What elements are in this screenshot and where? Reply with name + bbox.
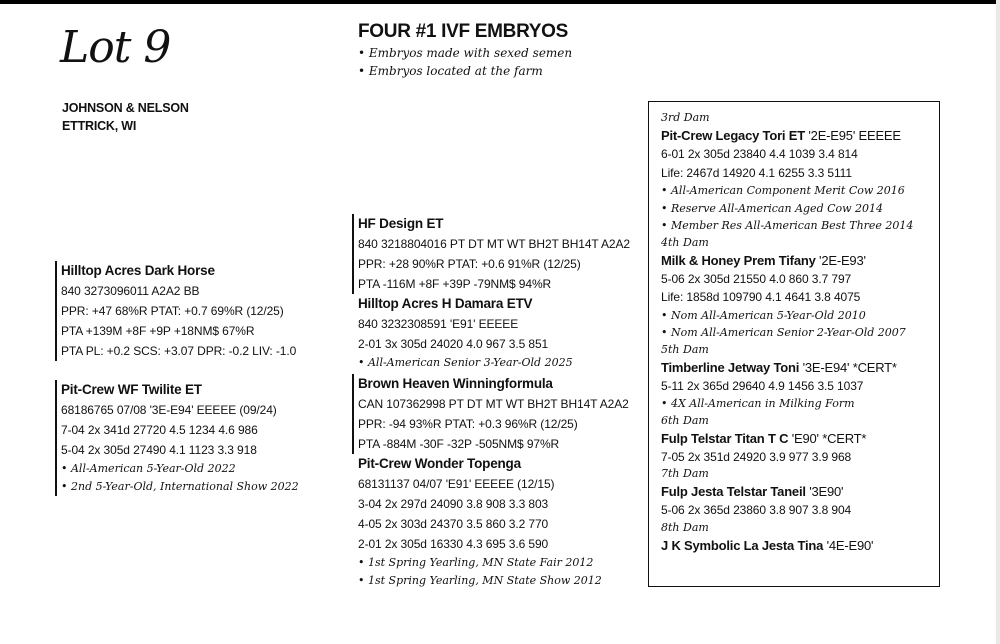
sire-of-dam-name: Brown Heaven Winningformula <box>358 376 553 391</box>
dam-entry-name-text: Timberline Jetway Toni <box>661 359 800 375</box>
consignor <box>62 99 189 135</box>
dams-box <box>648 101 940 587</box>
dam-name: Pit-Crew WF Twilite ET <box>61 382 202 397</box>
sire-of-sire-line: PPR: +28 90%R PTAT: +0.6 91%R (12/25) <box>358 257 581 271</box>
dam-entry-achievement: • All-American Component Merit Cow 2016 <box>661 184 905 197</box>
dam-entry-name-text: Fulp Jesta Telstar Taneil <box>661 484 806 499</box>
sire-of-dam-block <box>352 374 629 454</box>
dam-of-sire-achievement: • All-American Senior 3-Year-Old 2025 <box>358 356 573 369</box>
dam-entry-rating: '4E-E90' <box>823 537 874 553</box>
dam-of-sire-block <box>358 294 573 372</box>
top-border <box>0 0 1000 4</box>
sire-line: PPR: +47 68%R PTAT: +0.7 69%R (12/25) <box>61 304 284 318</box>
consignor-location: ETTRICK, WI <box>62 119 137 133</box>
dam-generation-label: 5th Dam <box>661 342 709 356</box>
sire-name: Hilltop Acres Dark Horse <box>61 263 215 278</box>
sire-block <box>55 261 296 361</box>
granddam-achievement: • 1st Spring Yearling, MN State Fair 2012 <box>358 556 594 569</box>
dam-entry-name-text: J K Symbolic La Jesta Tina <box>661 537 824 553</box>
lot-title: Lot 9 <box>60 22 171 73</box>
dam-entry-achievement: • Nom All-American Senior 2-Year-Old 2007 <box>661 326 906 339</box>
granddam-line: 3-04 2x 297d 24090 3.8 908 3.3 803 <box>358 497 549 511</box>
dam-entry-name <box>661 536 939 555</box>
dam-line: 5-04 2x 305d 27490 4.1 1123 3.3 918 <box>61 443 257 457</box>
dam-achievement: • 2nd 5-Year-Old, International Show 2022 <box>61 480 299 493</box>
dam-entry-line: Life: 2467d 14920 4.1 6255 3.3 5111 <box>661 165 852 180</box>
sire-line: PTA +139M +8F +9P +18NM$ 67%R <box>61 324 255 338</box>
sire-line: 840 3273096011 A2A2 BB <box>61 284 200 298</box>
dam-entry-name <box>661 429 939 448</box>
dam-entry-name <box>661 126 939 145</box>
dam-entry-rating: '3E-E94' *CERT* <box>799 359 897 375</box>
dam-entry-line: 6-01 2x 305d 23840 4.4 1039 3.4 814 <box>661 147 858 161</box>
dam-entry-line: 5-06 2x 365d 23860 3.8 907 3.8 904 <box>661 503 852 517</box>
dam-entry-rating: '3E90' <box>805 484 844 499</box>
granddam-line: 68131137 04/07 'E91' EEEEE (12/15) <box>358 477 555 491</box>
dam-line: 68186765 07/08 '3E-E94' EEEEE (09/24) <box>61 403 277 417</box>
dam-entry-name-text: Fulp Telstar Titan T C <box>661 430 789 446</box>
sire-line: PTA PL: +0.2 SCS: +3.07 DPR: -0.2 LIV: -1.0 <box>61 344 297 358</box>
dam-entry-name <box>661 482 939 501</box>
granddam-block <box>358 454 602 590</box>
offer-title: FOUR #1 IVF EMBRYOS <box>358 21 569 42</box>
offer-bullet: • Embryos located at the farm <box>358 64 543 78</box>
dam-of-sire-name: Hilltop Acres H Damara ETV <box>358 296 533 311</box>
sire-of-sire-line: 840 3218804016 PT DT MT WT BH2T BH14T A2A2 <box>358 237 630 251</box>
dam-achievement: • All-American 5-Year-Old 2022 <box>61 462 236 475</box>
dam-entry-line: 5-11 2x 365d 29640 4.9 1456 3.5 1037 <box>661 378 864 393</box>
dam-entry-line: 5-06 2x 305d 21550 4.0 860 3.7 797 <box>661 271 852 286</box>
offer-section <box>358 20 572 80</box>
sire-of-dam-line: PTA -884M -30F -32P -505NM$ 97%R <box>358 437 560 451</box>
sire-of-sire-block <box>352 214 630 294</box>
dam-generation-label: 7th Dam <box>661 467 709 480</box>
dam-entry-rating: '2E-E95' EEEEE <box>804 128 901 143</box>
dam-entry-rating: 'E90' *CERT* <box>788 430 867 446</box>
offer-bullet: • Embryos made with sexed semen <box>358 46 573 60</box>
granddam-achievement: • 1st Spring Yearling, MN State Show 2012 <box>358 574 602 587</box>
dam-entry-achievement: • Reserve All-American Aged Cow 2014 <box>661 201 884 215</box>
offer-bullets <box>358 44 572 80</box>
consignor-name: JOHNSON & NELSON <box>62 101 189 115</box>
dam-block <box>55 380 299 496</box>
sire-of-sire-line: PTA -116M +8F +39P -79NM$ 94%R <box>358 277 552 291</box>
dam-entry-name-text: Pit-Crew Legacy Tori ET <box>661 128 805 143</box>
sire-of-sire-name: HF Design ET <box>358 216 444 231</box>
dam-entry-achievement: • Nom All-American 5-Year-Old 2010 <box>661 308 866 322</box>
dam-of-sire-line: 2-01 3x 305d 24020 4.0 967 3.5 851 <box>358 337 549 351</box>
dam-generation-label: 3rd Dam <box>661 111 710 124</box>
right-edge <box>996 0 1000 644</box>
dam-line: 7-04 2x 341d 27720 4.5 1234 4.6 986 <box>61 423 258 437</box>
dam-entry-line: 7-05 2x 351d 24920 3.9 977 3.9 968 <box>661 449 852 464</box>
dam-entry-line: Life: 1858d 109790 4.1 4641 3.8 4075 <box>661 290 861 304</box>
dam-entry-name <box>661 251 939 270</box>
granddam-line: 2-01 2x 305d 16330 4.3 695 3.6 590 <box>358 537 549 551</box>
granddam-line: 4-05 2x 303d 24370 3.5 860 3.2 770 <box>358 517 549 531</box>
dam-entry-rating: '2E-E93' <box>815 252 866 268</box>
sire-of-dam-line: CAN 107362998 PT DT MT WT BH2T BH14T A2A2 <box>358 397 629 411</box>
dam-generation-label: 8th Dam <box>661 520 709 534</box>
granddam-name: Pit-Crew Wonder Topenga <box>358 456 521 471</box>
dam-entry-achievement: • Member Res All-American Best Three 2014 <box>661 219 914 232</box>
dam-of-sire-line: 840 3232308591 'E91' EEEEE <box>358 317 519 331</box>
dam-generation-label: 6th Dam <box>661 413 709 427</box>
dam-entry-name <box>661 358 939 377</box>
dam-generation-label: 4th Dam <box>661 235 709 249</box>
dam-entry-name-text: Milk & Honey Prem Tifany <box>661 252 816 268</box>
dam-entry-achievement: • 4X All-American in Milking Form <box>661 397 855 410</box>
sire-of-dam-line: PPR: -94 93%R PTAT: +0.3 96%R (12/25) <box>358 417 578 431</box>
